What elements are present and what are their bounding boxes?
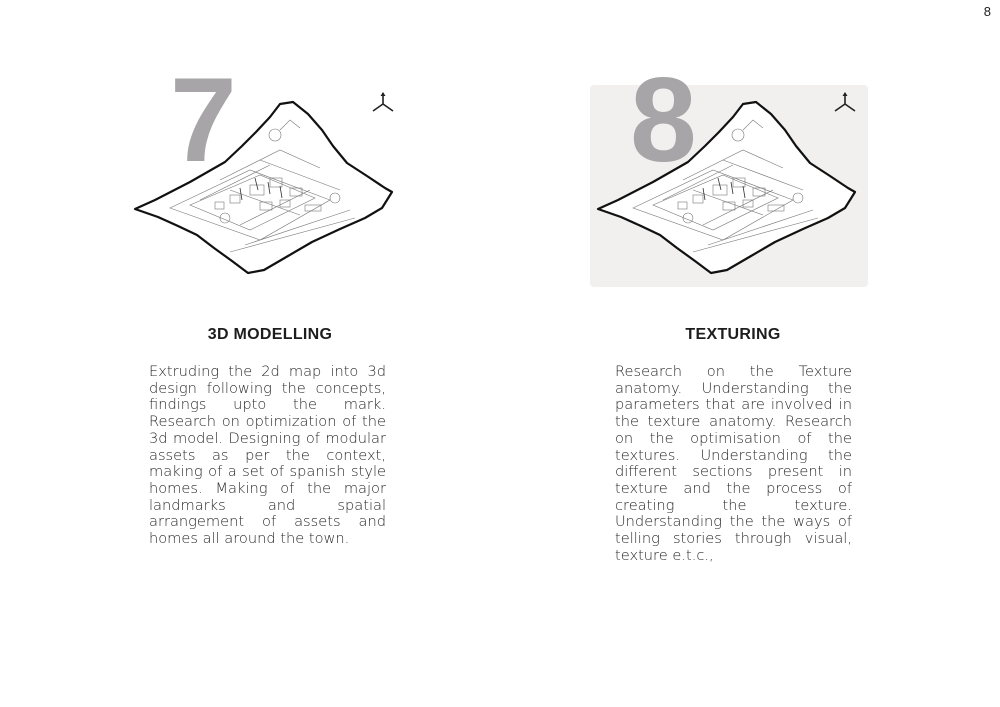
page-number: 8 [983,4,991,19]
axis-icon [832,90,858,116]
step-number-8: 8 [630,53,693,187]
section-title-texturing: TEXTURING [685,326,781,343]
isometric-terrain-map [130,90,400,280]
section-body-modelling: Extruding the 2d map into 3d design following the concepts, findings upto the mark. Research on optimization of the 3d model. Designing of modular assets as per the context, making of a set of spanish style homes. Making of the major landmarks and spatial arrangement of assets and homes all around the town. [149,363,386,548]
step-number-7: 7 [170,53,233,187]
axis-icon [370,90,396,116]
texturing-illustration [588,53,870,290]
isometric-terrain-map [588,90,858,280]
section-body-texturing: Research on the Texture anatomy. Understanding the parameters that are involved in the texture anatomy. Research on the optimisation of the textures. Understanding the different sections present in texture and the process of creating the texture. Understanding the the ways of telling stories through visual, texture e.t.c., [615,363,852,564]
section-title-modelling: 3D MODELLING [207,326,333,343]
modelling-illustration [130,53,405,290]
